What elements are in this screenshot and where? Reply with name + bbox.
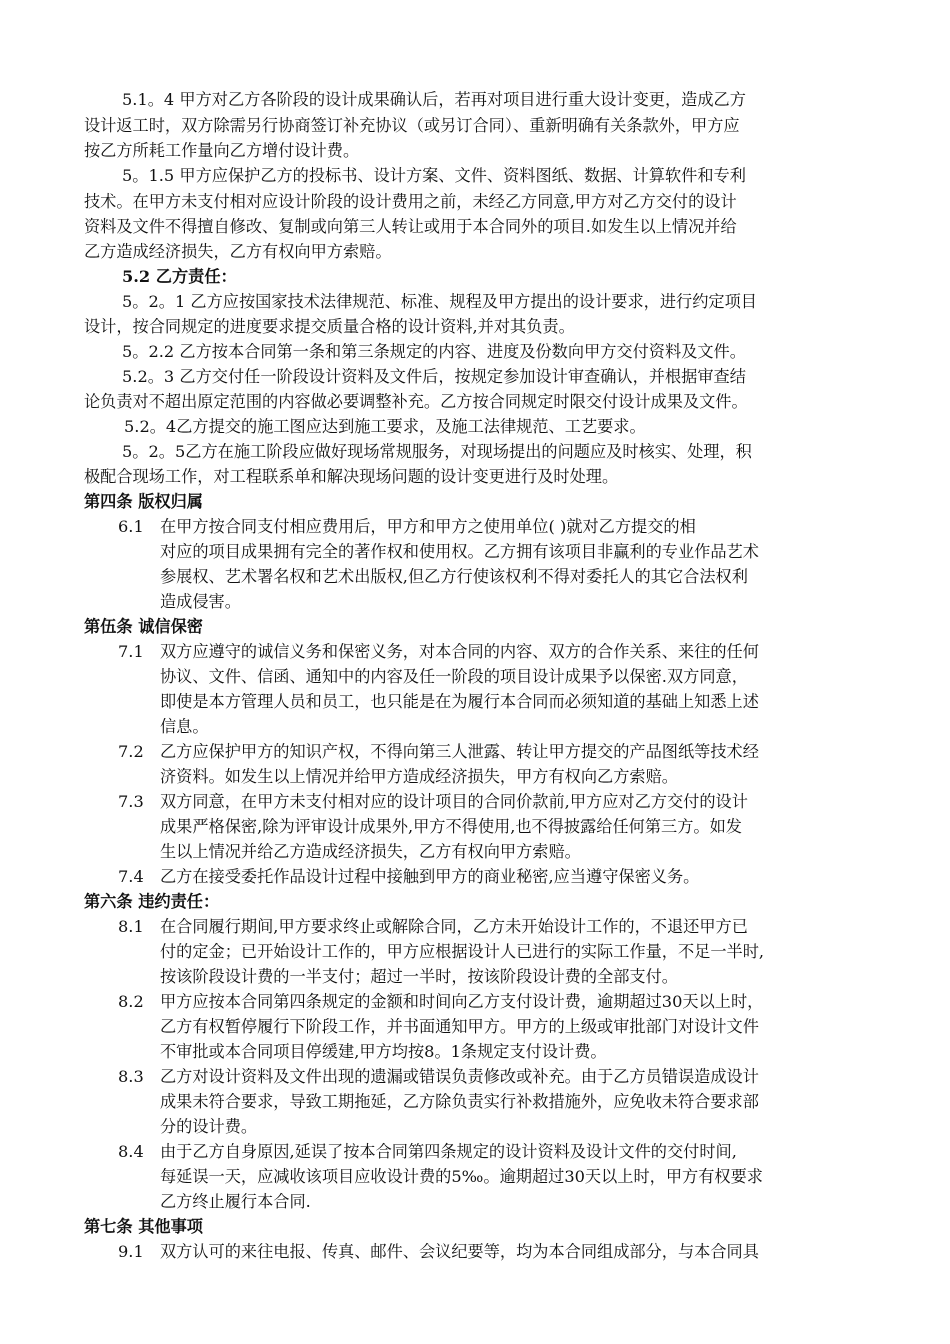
clause-7-4-line-1: 乙方在接受委托作品设计过程中接触到甲方的商业秘密,应当遵守保密义务。 bbox=[160, 867, 700, 886]
clause-6-1-line-4: 造成侵害。 bbox=[160, 592, 241, 611]
clause-7-3-line-1: 双方同意，在甲方未支付相对应的设计项目的合同价款前,甲方应对乙方交付的设计 bbox=[160, 792, 748, 811]
clause-8-2-line-3: 不审批或本合同项目停缓建,甲方均按8。1条规定支付设计费。 bbox=[160, 1042, 607, 1061]
clause-8-2-line-1: 甲方应按本合同第四条规定的金额和时间向乙方支付设计费，逾期超过30天以上时， bbox=[160, 992, 764, 1011]
para-5-1-5-line-4: 乙方造成经济损失，乙方有权向甲方索赔。 bbox=[84, 242, 392, 261]
clause-9-1-line-1: 双方认可的来往电报、传真、邮件、会议纪要等，均为本合同组成部分，与本合同具 bbox=[160, 1242, 759, 1261]
para-5-2-5-line-1: 5。2。5乙方在施工阶段应做好现场常规服务，对现场提出的问题应及时核实、处理，积 bbox=[122, 442, 752, 461]
para-5-1-4-line-1: 5.1。4 甲方对乙方各阶段的设计成果确认后，若再对项目进行重大设计变更，造成乙方 bbox=[122, 90, 746, 109]
article-5-title: 第伍条 诚信保密 bbox=[84, 617, 203, 636]
para-5-1-4-line-2: 设计返工时，双方除需另行协商签订补充协议（或另订合同）、重新明确有关条款外，甲方应 bbox=[84, 116, 740, 135]
clause-number-7-2: 7.2 bbox=[118, 742, 144, 761]
clause-7-2-line-1: 乙方应保护甲方的知识产权，不得向第三人泄露、转让甲方提交的产品图纸等技术经 bbox=[160, 742, 759, 761]
clause-number-7-4: 7.4 bbox=[118, 867, 144, 886]
para-5-2-3-line-1: 5.2。3 乙方交付任一阶段设计资料及文件后，按规定参加设计审查确认，并根据审查结 bbox=[122, 367, 746, 386]
clause-8-3-line-2: 成果未符合要求，导致工期拖延，乙方除负责实行补救措施外，应免收未符合要求部 bbox=[160, 1092, 759, 1111]
para-5-2-1-line-2: 设计，按合同规定的进度要求提交质量合格的设计资料,并对其负责。 bbox=[84, 317, 575, 336]
clause-8-1-line-1: 在合同履行期间,甲方要求终止或解除合同，乙方未开始设计工作的，不退还甲方已 bbox=[160, 917, 748, 936]
clause-7-2-line-2: 济资料。如发生以上情况并给甲方造成经济损失，甲方有权向乙方索赔。 bbox=[160, 767, 678, 786]
clause-7-3-line-3: 生以上情况并给乙方造成经济损失，乙方有权向甲方索赔。 bbox=[160, 842, 581, 861]
clause-7-1-line-4: 信息。 bbox=[160, 717, 209, 736]
clause-8-3-line-1: 乙方对设计资料及文件出现的遗漏或错误负责修改或补充。由于乙方员错误造成设计 bbox=[160, 1067, 759, 1086]
article-4-title: 第四条 版权归属 bbox=[84, 492, 203, 511]
article-6-title: 第六条 违约责任： bbox=[84, 892, 220, 911]
clause-7-1-line-2: 协议、文件、信函、通知中的内容及任一阶段的项目设计成果予以保密.双方同意， bbox=[160, 667, 748, 686]
para-5-2-5-line-2: 极配合现场工作，对工程联系单和解决现场问题的设计变更进行及时处理。 bbox=[84, 467, 619, 486]
article-7-title: 第七条 其他事项 bbox=[84, 1217, 203, 1236]
clause-8-3-line-3: 分的设计费。 bbox=[160, 1117, 258, 1136]
para-5-1-4-line-3: 按乙方所耗工作量向乙方增付设计费。 bbox=[84, 141, 360, 160]
para-5-1-5-line-1: 5。1.5 甲方应保护乙方的投标书、设计方案、文件、资料图纸、数据、计算软件和专利 bbox=[122, 166, 746, 185]
para-5-1-5-line-3: 资料及文件不得擅自修改、复制或向第三人转让或用于本合同外的项目.如发生以上情况并给 bbox=[84, 217, 737, 236]
para-5-2-3-line-2: 论负责对不超出原定范围的内容做必要调整补充。乙方按合同规定时限交付设计成果及文件。 bbox=[84, 392, 748, 411]
clause-6-1-line-3: 参展权、艺术署名权和艺术出版权,但乙方行使该权利不得对委托人的其它合法权利 bbox=[160, 567, 748, 586]
clause-7-1-line-1: 双方应遵守的诚信义务和保密义务，对本合同的内容、双方的合作关系、来往的任何 bbox=[160, 642, 759, 661]
clause-8-1-line-2: 付的定金；已开始设计工作的，甲方应根据设计人已进行的实际工作量，不足一半时, bbox=[160, 942, 765, 961]
clause-7-1-line-3: 即使是本方管理人员和员工，也只能是在为履行本合同而必须知道的基础上知悉上述 bbox=[160, 692, 759, 711]
clause-8-4-line-2: 每延误一天，应减收该项目应收设计费的5‰。逾期超过30天以上时，甲方有权要求 bbox=[160, 1167, 763, 1186]
clause-8-1-line-3: 按该阶段设计费的一半支付；超过一半时，按该阶段设计费的全部支付。 bbox=[160, 967, 678, 986]
clause-number-9-1: 9.1 bbox=[118, 1242, 144, 1261]
clause-number-7-1: 7.1 bbox=[118, 642, 144, 661]
clause-7-3-line-2: 成果严格保密,除为评审设计成果外,甲方不得使用,也不得披露给任何第三方。如发 bbox=[160, 817, 742, 836]
para-5-2-4-line-1: 5.2。4乙方提交的施工图应达到施工要求，及施工法律规范、工艺要求。 bbox=[124, 417, 646, 436]
para-5-1-5-line-2: 技术。在甲方未支付相对应设计阶段的设计费用之前，未经乙方同意,甲方对乙方交付的设计 bbox=[84, 192, 737, 211]
clause-number-8-3: 8.3 bbox=[118, 1067, 144, 1086]
clause-8-4-line-3: 乙方终止履行本合同. bbox=[160, 1192, 311, 1211]
clause-number-8-4: 8.4 bbox=[118, 1142, 144, 1161]
clause-number-8-2: 8.2 bbox=[118, 992, 144, 1011]
clause-number-6-1: 6.1 bbox=[118, 517, 144, 536]
clause-8-2-line-2: 乙方有权暂停履行下阶段工作，并书面通知甲方。甲方的上级或审批部门对设计文件 bbox=[160, 1017, 759, 1036]
clause-number-7-3: 7.3 bbox=[118, 792, 144, 811]
para-5-2-1-line-1: 5。2。1 乙方应按国家技术法律规范、标准、规程及甲方提出的设计要求，进行约定项目 bbox=[122, 292, 757, 311]
clause-number-8-1: 8.1 bbox=[118, 917, 144, 936]
para-5-2-2-line-1: 5。2.2 乙方按本合同第一条和第三条规定的内容、进度及份数向甲方交付资料及文件。 bbox=[122, 342, 746, 361]
clause-8-4-line-1: 由于乙方自身原因,延误了按本合同第四条规定的设计资料及设计文件的交付时间, bbox=[160, 1142, 737, 1161]
clause-6-1-line-2: 对应的项目成果拥有完全的著作权和使用权。乙方拥有该项目非赢利的专业作品艺术 bbox=[160, 542, 759, 561]
clause-6-1-line-1: 在甲方按合同支付相应费用后，甲方和甲方之使用单位( )就对乙方提交的相 bbox=[160, 517, 696, 536]
section-heading-5-2: 5.2 乙方责任： bbox=[122, 267, 237, 286]
